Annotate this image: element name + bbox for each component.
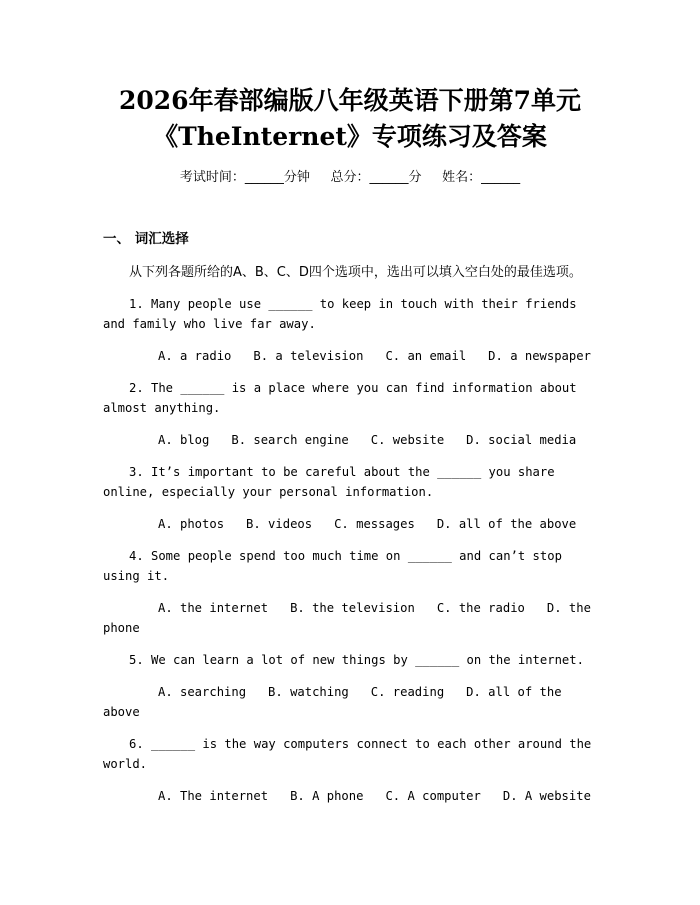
- question-stem: 6. ______ is the way computers connect to each other around the world.: [103, 737, 592, 771]
- question-options: A. The internet B. A phone C. A computer D. A website: [158, 789, 591, 803]
- question-stem: 4. Some people spend too much time on ______ and can’t stop using it.: [103, 549, 562, 583]
- question-options: A. the internet B. the television C. the radio D. the phone: [103, 601, 599, 635]
- exam-info: 考试时间：______分钟 总分：______分 姓名：______: [179, 170, 521, 185]
- question-options: A. blog B. search engine C. website D. social media: [158, 433, 577, 447]
- question-stem: 2. The ______ is a place where you can find information about almost anything.: [103, 381, 577, 415]
- section-heading: 一、 词汇选择: [103, 231, 189, 247]
- instructions: 从下列各题所给的A、B、C、D四个选项中，选出可以填入空白处的最佳选项。: [129, 265, 582, 280]
- exercise-body: [103, 228, 597, 818]
- question-stem: 1. Many people use ______ to keep in touch with their friends and family who live far away.: [103, 297, 577, 331]
- page-title-line-1: 2026年春部编版八年级英语下册第7单元: [119, 86, 581, 115]
- page-title-line-2: 《TheInternet》专项练习及答案: [153, 122, 547, 151]
- question-stem: 3. It’s important to be careful about the ______ you share online, especially your personal information.: [103, 465, 555, 499]
- question-options: A. photos B. videos C. messages D. all of the above: [158, 517, 577, 531]
- question-stem: 5. We can learn a lot of new things by ______ on the internet.: [129, 653, 584, 667]
- question-options: A. a radio B. a television C. an email D. a newspaper: [158, 349, 591, 363]
- question-options: A. searching B. watching C. reading D. all of the above: [103, 685, 569, 719]
